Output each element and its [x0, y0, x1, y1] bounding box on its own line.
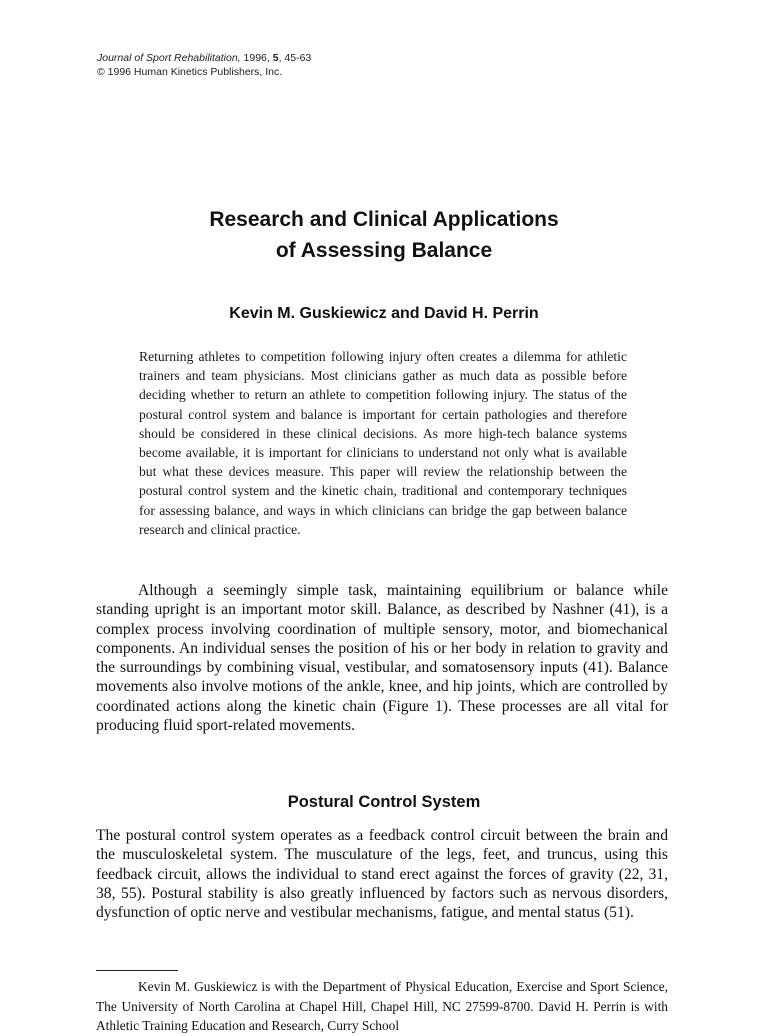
- section-heading: Postural Control System: [287, 793, 481, 811]
- abstract: Returning athletes to competition following injury often creates a dilemma for athletic trainers and team physicians. Most clinicians gather as much data as possible before deciding whether to return an athlete to competition following injury. The status of the postural control system and balance is important for certain pathologies and therefore should be considered in these clinical decisions. As more high-tech balance systems become available, it is important for clinicians to understand not only what is available but what these devices measure. This paper will review the relationship between the postural control system and the kinetic chain, traditional and contemporary techniques for assessing balance, and ways in which clinicians can bridge the gap between balance research and clinical practice.: [139, 349, 627, 537]
- title-line-2: of Assessing Balance: [275, 239, 493, 262]
- journal-year: 1996,: [240, 52, 273, 64]
- citation-line: [97, 51, 311, 65]
- journal-name: Journal of Sport Rehabilitation,: [97, 52, 241, 64]
- author-affiliation-footnote: Kevin M. Guskiewicz is with the Department of Physical Education, Exercise and Sport Science, The University of North Carolina at Chapel Hill, Chapel Hill, NC 27599-8700. David H. Perrin is with Athletic Training Education and Research, Curry School: [96, 979, 668, 1033]
- footnote-divider: [96, 970, 178, 971]
- section-paragraph: The postural control system operates as a feedback control circuit between the brain and the musculoskeletal system. The musculature of the legs, feet, and truncus, using this feedback circuit, allows the individual to stand erect against the forces of gravity (22, 31, 38, 55). Postural stability is also greatly influenced by factors such as nervous disorders, dysfunction of optic nerve and vestibular mechanisms, fatigue, and mental status (51).: [96, 827, 668, 922]
- author-list: Kevin M. Guskiewicz and David H. Perrin: [229, 305, 539, 322]
- copyright-line: © 1996 Human Kinetics Publishers, Inc.: [97, 66, 283, 78]
- title-line-1: Research and Clinical Applications: [209, 208, 559, 231]
- journal-volume: 5: [272, 52, 279, 64]
- journal-pages: , 45-63: [278, 52, 312, 64]
- paper-title: [0, 204, 768, 266]
- journal-header: [97, 51, 311, 79]
- intro-paragraph: Although a seemingly simple task, maintaining equilibrium or balance while standing upright is an important motor skill. Balance, as described by Nashner (41), is a complex process involving coordination of multiple sensory, motor, and biomechanical components. An individual senses the position of his or her body in relation to gravity and the surroundings by combining visual, vestibular, and somatosensory inputs (41). Balance movements also involve motions of the ankle, knee, and hip joints, which are controlled by coordinated actions along the kinetic chain (Figure 1). These processes are all vital for producing fluid sport-related movements.: [96, 582, 668, 735]
